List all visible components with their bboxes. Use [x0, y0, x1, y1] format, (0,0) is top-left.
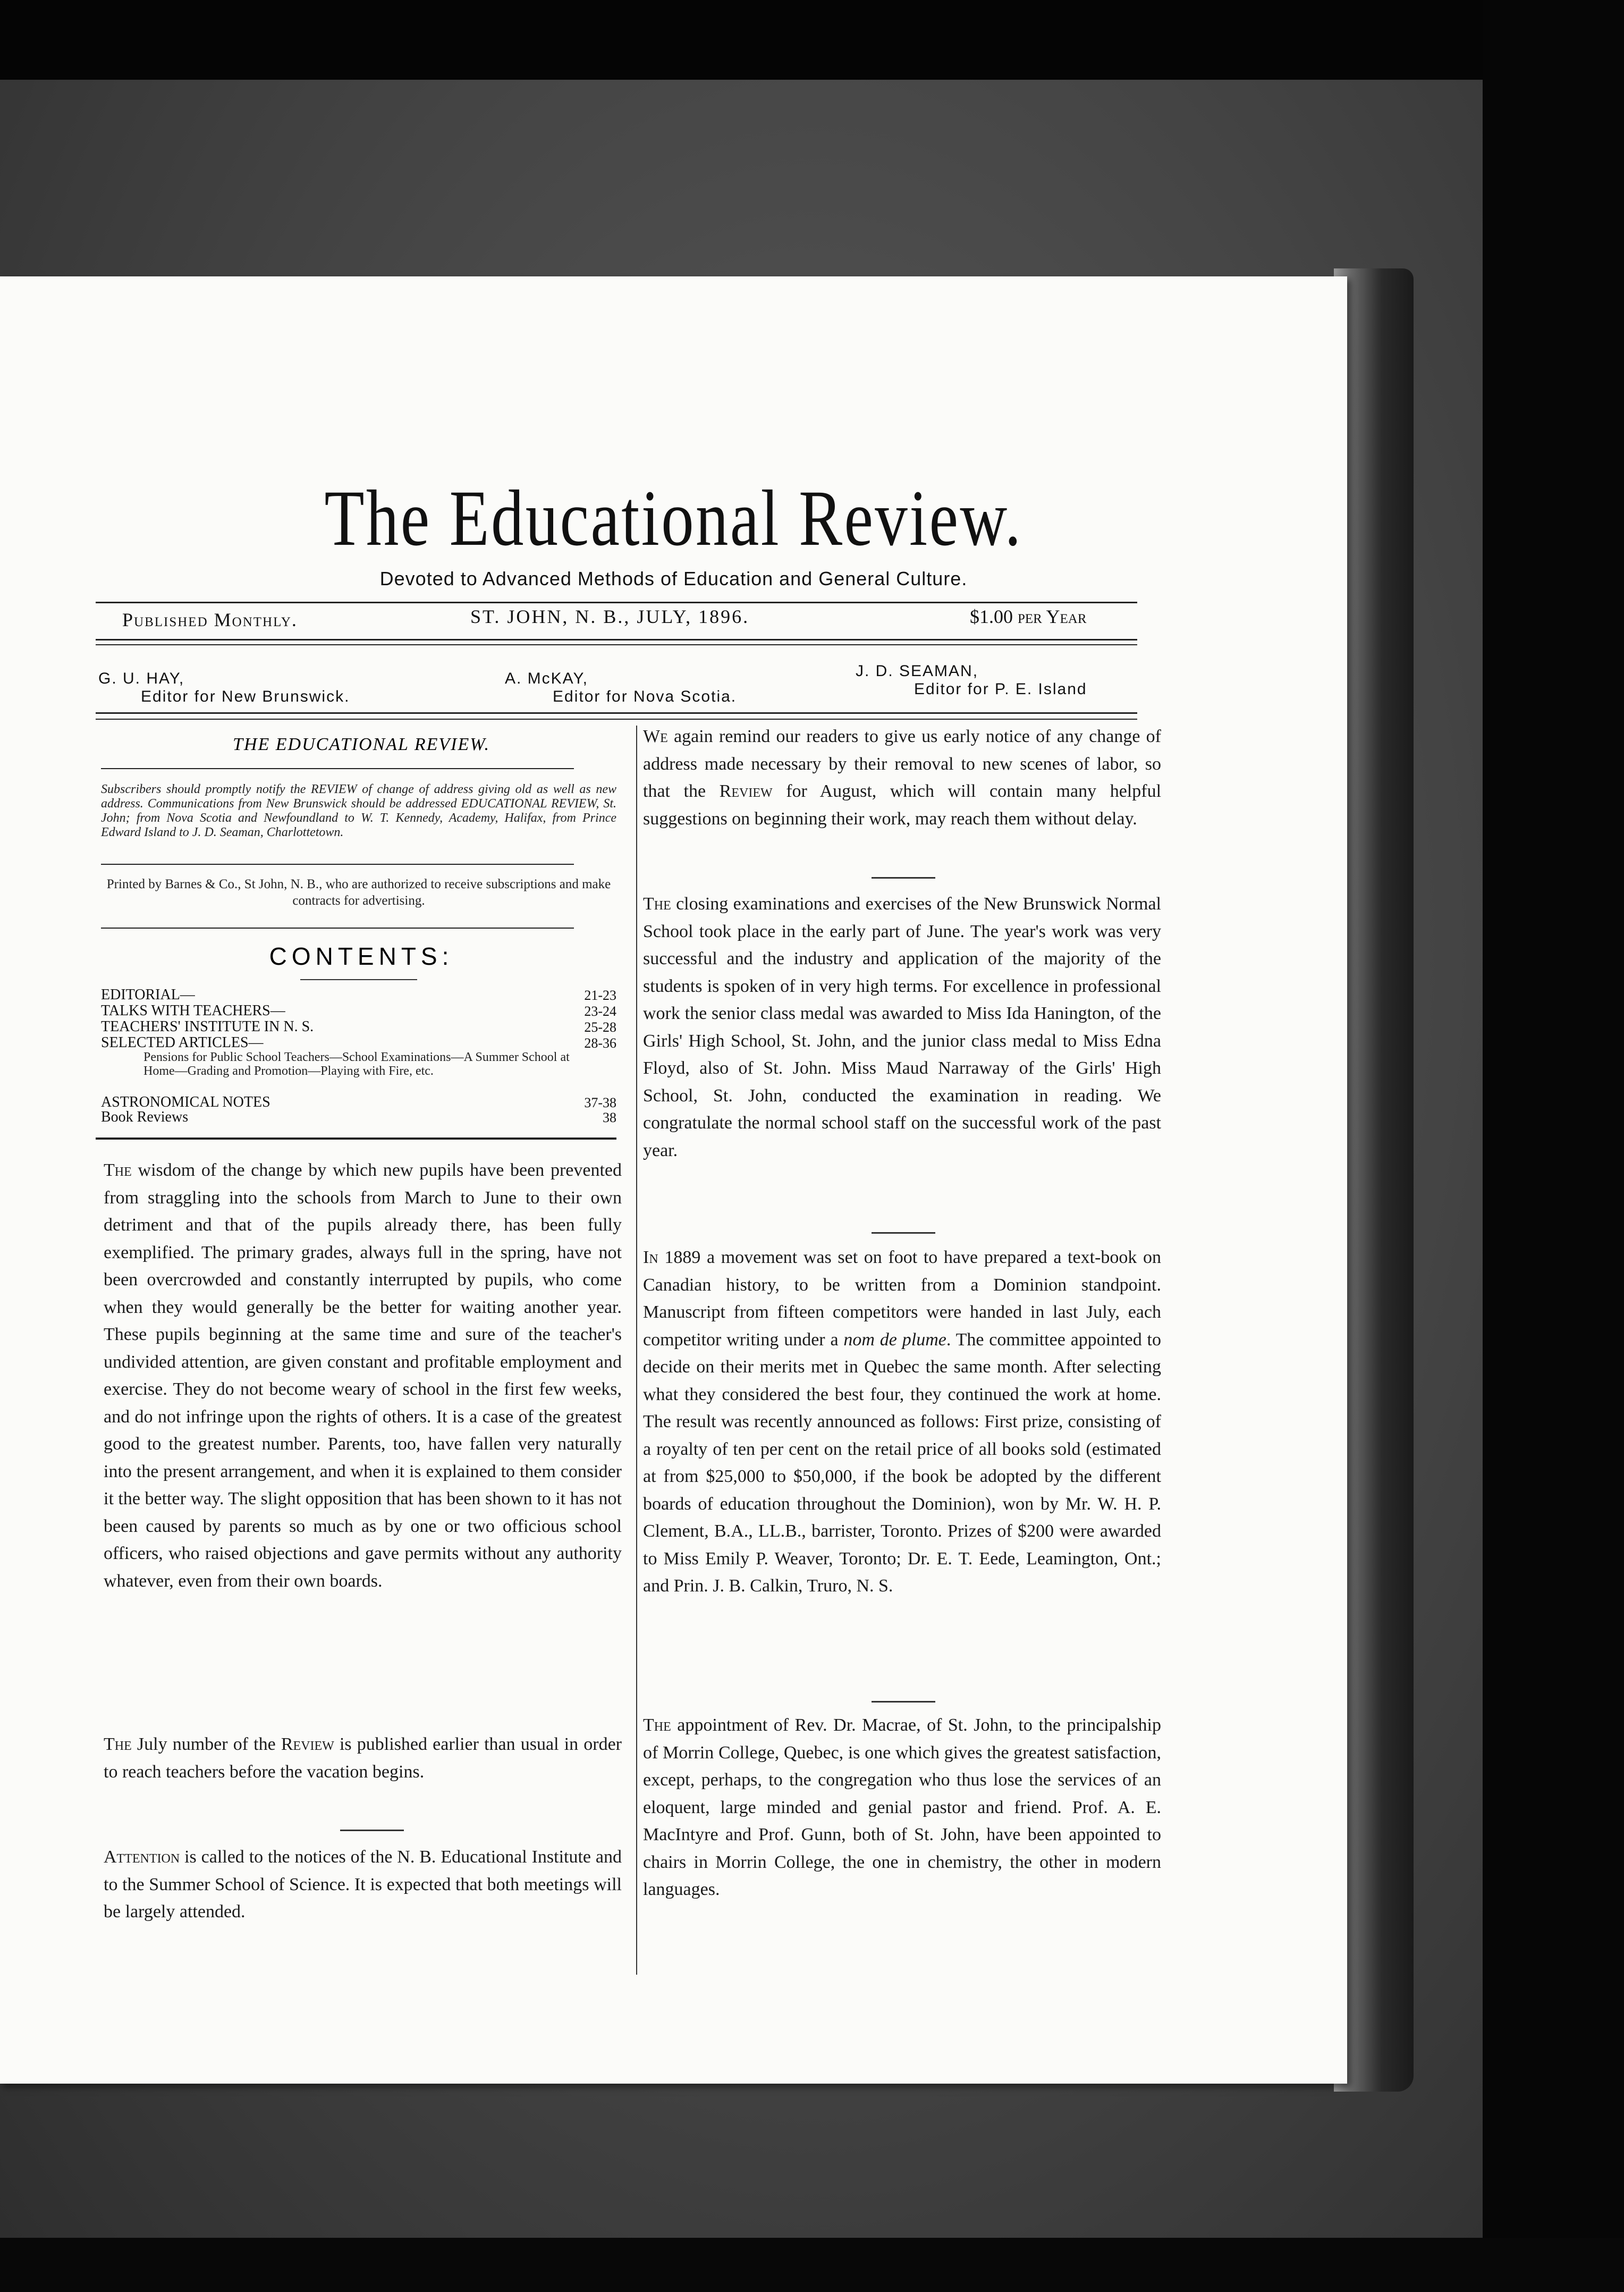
lead-word: We: [643, 727, 668, 746]
left-paragraph-3: [104, 1843, 622, 1926]
header-rule-1: [96, 712, 1137, 714]
publication-bar: [96, 606, 1137, 638]
lead-word: The: [643, 1715, 671, 1735]
paragraph-text: appointment of Rev. Dr. Macrae, of St. John, to the principalship of Morrin College, Quebec, is one which gives the greatest satisfaction, except, perhaps, to the congregation who thus lose the services of an eloquent, large minded and genial pastor and friend. Prof. A. E. MacIntyre and Prof. Gunn, both of St. John, have been appointed to chairs in Morrin College, the one in chemistry, the other in modern languages.: [643, 1715, 1162, 1899]
paragraph-text: is called to the notices of the N. B. Educational Institute and to the Summer School of Science. It is expected that both meetings will be largely attended.: [104, 1847, 622, 1922]
review-word: Review: [281, 1734, 334, 1754]
lead-word: The: [643, 894, 671, 914]
contents-pages: 25-28: [584, 1019, 616, 1035]
editor-name: A. McKAY,: [505, 670, 588, 687]
right-paragraph-1: [643, 723, 1161, 832]
contents-item: TALKS WITH TEACHERS—: [101, 1002, 285, 1019]
contents-pages: 21-23: [584, 988, 616, 1003]
paragraph-text: 1889 a movement was set on foot to have prepared a text-book on Canadian history, to be written from a Dominion standpoint. Manuscript from fifteen competitors were handed in last July, each competitor writing under a: [643, 1248, 1162, 1350]
contents-item: TEACHERS' INSTITUTE IN N. S.: [101, 1018, 314, 1035]
editor-role: Editor for Nova Scotia.: [553, 688, 737, 705]
pubbar-rule-1: [96, 639, 1137, 641]
left-paragraph-1: [104, 1157, 622, 1595]
lead-word: The: [104, 1160, 132, 1180]
review-word: Review: [719, 781, 773, 801]
lead-word: Attention: [104, 1847, 180, 1867]
contents-item: EDITORIAL—: [101, 987, 195, 1003]
paragraph-text: wisdom of the change by which new pupils have been prevented from straggling into the schools from March to June to their own detriment and that of the pupils already there, has been fully exemplified. The primary grades, always full in the spring, have not been overcrowded and constantly interrupted by pupils, who come when they would generally be the better for waiting another year. These pupils beginning at the same time and sure of the teacher's undivided attention, are given constant and profitable employment and exercise. They do not become weary of school in the first few weeks, and do not infringe upon the rights of others. It is a case of the greatest good to the greatest number. Parents, too, have fallen very naturally into the present arrangement, and when it is explained to them consider it the better way. The slight opposition that has been shown to it has not been caused by parents so much as by one or two officious school officers, who raised objections and gave permits without any authority whatever, even from their own boards.: [104, 1160, 622, 1591]
contents-pages: 37-38: [584, 1095, 616, 1110]
price: [970, 605, 1087, 628]
editor-name: G. U. HAY,: [98, 670, 185, 687]
paragraph-text: closing examinations and exercises of the New Brunswick Normal School took place in the early part of June. The year's work was very successful and the industry and application of the majority of the students is spoken of in very high terms. For excellence in professional work the senior class medal was awarded to Miss Ida Hanington, of the Girls' High School, St. John, and the junior class medal to Miss Edna Floyd, also of St. John. Miss Maud Narraway of the Girls' High School, St. John, conducted the examination in reading. We congratulate the normal school staff on the successful work of the past year.: [643, 894, 1161, 1160]
right-paragraph-2: [643, 890, 1161, 1164]
section-rule: [340, 1830, 404, 1831]
editor-role: Editor for New Brunswick.: [141, 688, 350, 705]
contents-bottom-rule: [96, 1137, 616, 1140]
contents-subitems: Pensions for Public School Teachers—School Examinations—A Summer School at Home—Grading and Promotion—Playing with Fire, etc.: [143, 1050, 570, 1078]
editor-nb: [98, 670, 350, 706]
review-box-heading: THE EDUCATIONAL REVIEW.: [233, 735, 490, 754]
editor-ns: [505, 670, 737, 706]
editor-name: J. D. SEAMAN,: [856, 662, 979, 680]
printer-notice: Printed by Barnes & Co., St John, N. B., who are authorized to receive subscriptions and make contracts for advertising.: [106, 877, 611, 908]
editor-pei: [856, 662, 1087, 698]
nom-de-plume: nom de plume: [843, 1329, 946, 1350]
contents-pages: 28-36: [584, 1035, 616, 1051]
film-border-bottom: [0, 2238, 1624, 2292]
column-divider: [636, 726, 637, 1975]
film-border-right: [1483, 0, 1624, 2292]
newspaper-page: [0, 276, 1347, 2084]
paragraph-text: is published earlier than usual in order to reach teachers before the vacation begins.: [104, 1734, 622, 1782]
paragraph-text: for August, which will contain many helpful suggestions on beginning their work, may reach them without delay.: [643, 781, 1162, 829]
editor-role: Editor for P. E. Island: [914, 680, 1087, 698]
contents-title: CONTENTS:: [269, 942, 454, 970]
box-rule-3: [101, 928, 574, 929]
contents-pages: 23-24: [584, 1004, 616, 1019]
right-paragraph-3: [643, 1244, 1161, 1600]
header-rule-2: [96, 719, 1137, 720]
section-rule: [872, 877, 935, 879]
place-date: ST. JOHN, N. B., JULY, 1896.: [470, 606, 750, 627]
box-rule-1: [101, 768, 574, 769]
section-rule: [872, 1701, 935, 1703]
pubbar-rule-2: [96, 644, 1137, 645]
contents-rule: [300, 979, 417, 980]
lead-word: In: [643, 1248, 658, 1267]
published-monthly: Published Monthly.: [122, 609, 298, 630]
contents-item: ASTRONOMICAL NOTES: [101, 1094, 270, 1110]
right-paragraph-4: [643, 1712, 1161, 1903]
paragraph-text: . The committee appointed to decide on their merits met in Quebec the same month. After selecting what they considered the best four, they continued the work at home. The result was recently announced as follows: First prize, consisting of a royalty of ten per cent on the retail price of all books sold (estimated at from $25,000 to $50,000, if the book be adopted by the different boards of education throughout the Dominion), won by Mr. W. H. P. Clement, B.A., LL.B., barrister, Toronto. Prizes of $200 were awarded to Miss Emily P. Weaver, Toronto; Dr. E. T. Eede, Leamington, Ont.; and Prin. J. B. Calkin, Truro, N. S.: [643, 1329, 1161, 1596]
section-rule: [872, 1232, 935, 1234]
contents-pages: 38: [603, 1110, 616, 1125]
paragraph-text: July number of the: [137, 1734, 276, 1754]
film-border-top: [0, 0, 1624, 80]
paragraph-text: again remind our readers to give us early notice of any change of address made necessary by their removal to new scenes of labor, so that the: [643, 727, 1162, 801]
contents-item: SELECTED ARTICLES—: [101, 1034, 264, 1051]
masthead-subtitle: Devoted to Advanced Methods of Education and General Culture.: [379, 568, 968, 589]
masthead-title: The Educational Review.: [324, 474, 1023, 562]
price-amount: $1.00: [970, 606, 1013, 627]
masthead-rule: [96, 602, 1137, 603]
subscription-notice: Subscribers should promptly notify the REVIEW of change of address giving old as well as new address. Communications from New Brunswick should be addressed EDUCATIONAL REVIEW, St. John; from Nova Scotia and Newfoundland to W. T. Kennedy, Academy, Halifax, from Prince Edward Island to J. D. Seaman, Charlottetown.: [101, 782, 616, 839]
box-rule-2: [101, 864, 574, 865]
lead-word: The: [104, 1734, 132, 1754]
price-per-year: per Year: [1018, 606, 1087, 627]
contents-item: Book Reviews: [101, 1109, 189, 1125]
left-paragraph-2: [104, 1731, 622, 1785]
